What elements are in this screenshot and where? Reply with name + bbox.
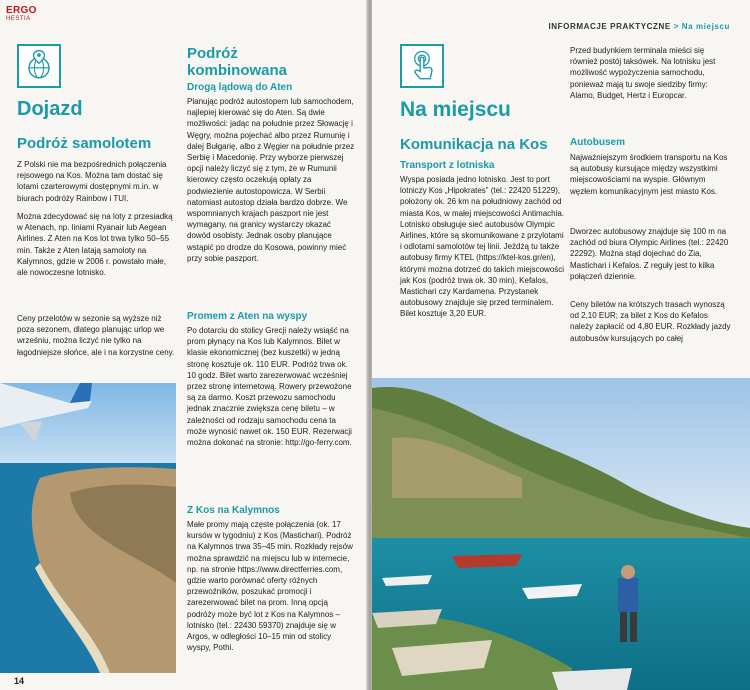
hand-tap-icon — [400, 44, 444, 88]
breadcrumb-section: INFORMACJE PRAKTYCZNE — [548, 22, 671, 31]
breadcrumb-separator: > — [670, 22, 682, 31]
section-title-dojazd: Dojazd — [17, 98, 83, 120]
transport-title: Komunikacja na Kos — [400, 136, 548, 153]
logo-ergo: ERGO — [6, 5, 37, 16]
bus-title: Autobusem — [570, 137, 625, 148]
globe-pin-icon — [17, 44, 61, 88]
right-page — [372, 0, 750, 690]
airplane-title: Podróż samolotem — [17, 135, 152, 152]
airport-text: Wyspa posiada jedno lotnisko. Jest to port lotniczy Kos „Hipokrates” (tel.: 22420 51229), położony ok. 26 km na południowy zachód od miasta Kos, w małej miejscowości Antimachia. Lotnisko obsługuje sieć autobusów Olympic Airlines, które są skomunikowane z przylotami i odlotami samolotów tej linii. Jeżdżą tu także autobusy firmy KTEL (https://ktel-kos.gr/en), którymi można dotrzeć do takich miejscowości jak Kos (podróż trwa ok. 30 min), Kefalos, Mastichari czy Kardamena. Przystanek autobusowy znajduje się przed terminalem. Bilet kosztuje 3,20 EUR. — [400, 175, 565, 319]
taxi-text: Przed budynkiem terminala mieści się również postój taksówek. Na lotnisku jest możliwość wypożyczenia samochodu, ponieważ mają tu swoje siedziby firmy: Alamo, Budget, Hertz i Europcar. — [570, 46, 716, 100]
logo-hestia: HESTIA — [6, 16, 31, 22]
airplane-paragraph-2: Można zdecydować się na loty z przesiadką w Atenach, np. liniami Ryanair lub Aegean Airlines. Z Aten na Kos lot trwa tylko 50–55 min. Także z Aten latają samoloty na Kalymnos, gdzie w 2006 r. powstało małe, ale nowoczesne lotnisko. — [17, 212, 173, 278]
combined-title-line2: kombinowana — [187, 62, 288, 80]
section-title-na-miejscu: Na miejscu — [400, 98, 511, 121]
bus-paragraph-2: Dworzec autobusowy znajduje się 100 m na zachód od biura Olympic Airlines (tel.: 22420 22292). Można stąd dojechać do Zia, Mastichari i Kefalos. Z reguły jest to kilka połączeń dziennie. — [570, 227, 729, 281]
left-page — [0, 0, 368, 690]
ergo-hestia-logo — [6, 6, 37, 22]
kalymnos-title: Z Kos na Kalymnos — [187, 505, 280, 516]
kalymnos-text: Małe promy mają częste połączenia (ok. 17 kursów w tygodniu) z Kos (Mastichari). Podróż na Kalymnos trwa 35–45 min. Rozkłady rejsów można sprawdzić na miejscu lub w internecie, np. na stronie https://www.directferries.com, gdzie warto porównać oferty różnych przewoźników, poszukać promocji i zarezerwować bilet na prom. Inną opcją podróży może być lot z Kos na Kalymnos – lotnisko (tel.: 22430 59370) znajduje się w Argos, w odległości 10–15 min od stolicy wyspy, Pothi. — [187, 520, 353, 653]
breadcrumb-current: Na miejscu — [681, 22, 730, 31]
airport-title: Transport z lotniska — [400, 160, 495, 171]
airplane-paragraph-3: Ceny przelotów w sezonie są wyższe niż poza sezonem, dlatego planując urlop we wrześniu, można liczyć nie tylko na łagodniejsze słońce, ale i na korzystne ceny. — [17, 314, 175, 357]
airplane-paragraph-1: Z Polski nie ma bezpośrednich połączenia rejsowego na Kos. Można tam dostać się lotami czarterowymi dostępnymi m.in. w biurach podróży Rainbow i TUI. — [17, 160, 167, 203]
ferry-text: Po dotarciu do stolicy Grecji należy wsiąść na prom płynący na Kos lub Kalymnos. Bilet w klasie ekonomicznej (bez kuszetki) w jedną stronę kosztuje ok. 110 EUR. Podróż trwa ok. 10 godz. Bilet warto zarezerwować wcześniej przez stronę internetową. Rowery przewożone są za darmo. Koszt przewozu samochodu jednak znacznie zwiększa cenę biletu – w zależności od rodzaju samochodu cena ta może wynosić nawet ok. 150 EUR. Rezerwacji można dokonać na stronie: http://go-ferry.com. — [187, 326, 352, 448]
page-number: 14 — [14, 676, 25, 686]
land-route-text: Planując podróż autostopem lub samochodem, najlepiej kierować się do Aten. Są dwie możliwości: jadąc na południe przez Słowację i Węgry, można pojechać albo przez Rumunię i dalej Bułgarię, albo z Węgier na południe przez Serbię i Macedonię. Przy wyborze pierwszej opcji należy liczyć się z tym, że w Rumunii kierowcy często oczekują opłaty za podwiezienie autostopowicza. W Serbii natomiast autostop działa bardzo dobrze. We wspomnianych krajach paszport nie jest wymagany, na granicy wystarczy okazać dowód osobisty. Jednak osoby planujące wstąpić po drodze do Kosowa, powinny mieć przy sobie paszport. — [187, 97, 355, 263]
ferry-title: Promem z Aten na wyspy — [187, 311, 308, 322]
bus-paragraph-3: Ceny biletów na krótszych trasach wynoszą od 2,10 EUR; za bilet z Kos do Kefalos należy zapłacić od 4,80 EUR. Rozkłady jazdy autobusów kursujących po całej — [570, 300, 731, 343]
land-route-title: Drogą lądową do Aten — [187, 82, 293, 93]
combined-title — [187, 45, 287, 80]
harbor-photo — [372, 378, 750, 690]
aerial-coast-photo — [0, 383, 176, 673]
combined-title-line1: Podróż — [187, 45, 238, 62]
breadcrumb — [548, 22, 730, 31]
bus-paragraph-1: Najważniejszym środkiem transportu na Kos są autobusy kursujące między wszystkimi miejscowościami na wyspie. Głównym węzłem komunikacyjnym jest miasto Kos. — [570, 153, 728, 196]
